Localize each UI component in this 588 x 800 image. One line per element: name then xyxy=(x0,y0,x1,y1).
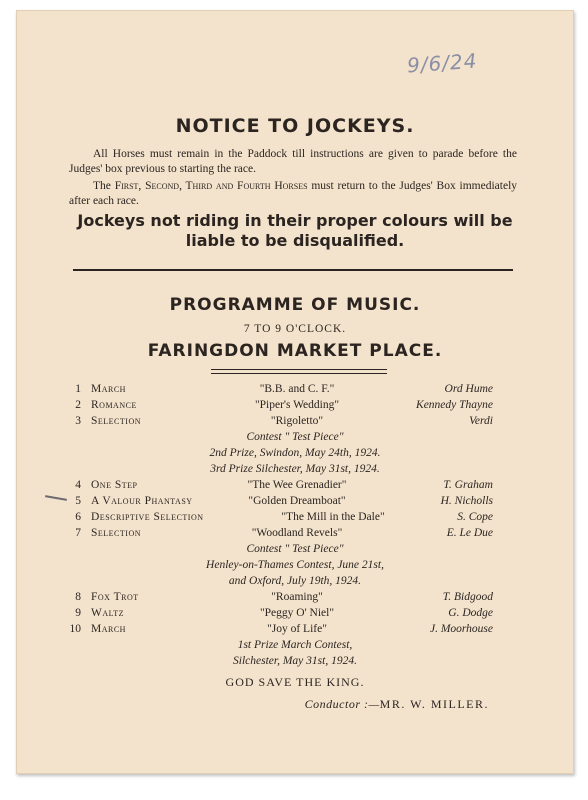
programme-item xyxy=(17,623,573,639)
double-rule xyxy=(211,369,387,374)
item-composer: Kennedy Thayne xyxy=(416,399,493,411)
programme-item xyxy=(17,607,573,623)
item-composer: E. Le Due xyxy=(446,527,493,539)
notice-paragraph-2-smallcaps: First, Second, Third and Fourth Horses xyxy=(114,180,308,192)
programme-item xyxy=(17,527,573,543)
notice-title: NOTICE TO JOCKEYS. xyxy=(175,115,415,137)
conductor-label: Conductor :— xyxy=(304,697,380,711)
programme-item xyxy=(17,415,573,431)
item-type: Selection xyxy=(91,527,141,539)
item-note: Contest " Test Piece" xyxy=(246,543,344,555)
notice-paragraph-1 xyxy=(69,147,517,177)
programme-item xyxy=(17,383,573,399)
programme-time: 7 TO 9 O'CLOCK. xyxy=(243,323,347,335)
programme-title: PROGRAMME OF MUSIC. xyxy=(169,295,421,315)
item-number: 7 xyxy=(75,527,81,539)
item-composer: J. Moorhouse xyxy=(429,623,493,635)
notice-paragraph-2-rest: must return to the Judges' Box immediately after each race. xyxy=(69,180,518,207)
item-number: 2 xyxy=(75,399,81,411)
conductor-name: MR. W. MILLER. xyxy=(379,697,489,711)
item-note: Contest " Test Piece" xyxy=(246,431,344,443)
section-divider xyxy=(73,269,513,271)
item-title: "Golden Dreamboat" xyxy=(248,495,346,507)
notice-paragraph-2-prefix: The xyxy=(93,180,111,192)
item-type: Descriptive Selection xyxy=(91,511,204,523)
item-composer: Ord Hume xyxy=(444,383,493,395)
item-number: 8 xyxy=(75,591,81,603)
item-type: March xyxy=(91,623,126,635)
item-note: 3rd Prize Silchester, May 31st, 1924. xyxy=(210,463,380,475)
item-note: 1st Prize March Contest, xyxy=(237,639,353,651)
item-composer: G. Dodge xyxy=(448,607,493,619)
item-number: 10 xyxy=(69,623,81,635)
programme-sheet xyxy=(16,10,574,774)
item-note: 2nd Prize, Swindon, May 24th, 1924. xyxy=(209,447,381,459)
item-title: "Peggy O' Niel" xyxy=(259,607,335,619)
disqualification-warning: Jockeys not riding in their proper colours will be liable to be disqualified. xyxy=(77,211,513,250)
notice-paragraph-2 xyxy=(69,179,517,209)
item-number: 9 xyxy=(75,607,81,619)
item-type: Fox Trot xyxy=(91,591,139,603)
item-composer: H. Nicholls xyxy=(440,495,493,507)
item-type: March xyxy=(91,383,126,395)
item-title: "The Wee Grenadier" xyxy=(247,479,347,491)
item-type: One Step xyxy=(91,479,138,491)
item-title: "Piper's Wedding" xyxy=(254,399,340,411)
programme-item xyxy=(17,591,573,607)
item-title: "Joy of Life" xyxy=(267,623,327,635)
item-title: "Rigoletto" xyxy=(270,415,324,427)
item-type: A Valour Phantasy xyxy=(91,495,193,507)
handwritten-date: 9/6/24 xyxy=(406,48,479,78)
item-composer: S. Cope xyxy=(457,511,493,523)
item-note: Henley-on-Thames Contest, June 21st, xyxy=(206,559,384,571)
item-title: "Woodland Revels" xyxy=(251,527,343,539)
item-title: "B.B. and C. F." xyxy=(259,383,335,395)
item-number: 6 xyxy=(75,511,81,523)
conductor-line xyxy=(305,697,489,712)
programme-item xyxy=(17,399,573,415)
item-note: Silchester, May 31st, 1924. xyxy=(233,655,357,667)
item-composer: Verdi xyxy=(469,415,493,427)
item-number: 3 xyxy=(75,415,81,427)
programme-item xyxy=(17,495,573,511)
item-type: Romance xyxy=(91,399,137,411)
programme-item xyxy=(17,511,573,527)
item-note: and Oxford, July 19th, 1924. xyxy=(228,575,362,587)
notice-paragraph-1-text: All Horses must remain in the Paddock till instructions are given to parade before the Judges' box previous to starting the race. xyxy=(69,148,517,175)
programme-item xyxy=(17,479,573,495)
item-number: 4 xyxy=(75,479,81,491)
programme-venue: FARINGDON MARKET PLACE. xyxy=(147,341,443,361)
item-type: Waltz xyxy=(91,607,125,619)
item-number: 5 xyxy=(75,495,81,507)
item-title: "Roaming" xyxy=(271,591,323,603)
item-title: "The Mill in the Dale" xyxy=(281,511,385,523)
item-type: Selection xyxy=(91,415,141,427)
item-number: 1 xyxy=(75,383,81,395)
item-composer: T. Bidgood xyxy=(442,591,493,603)
anthem-line: GOD SAVE THE KING. xyxy=(225,675,365,689)
item-composer: T. Graham xyxy=(443,479,493,491)
